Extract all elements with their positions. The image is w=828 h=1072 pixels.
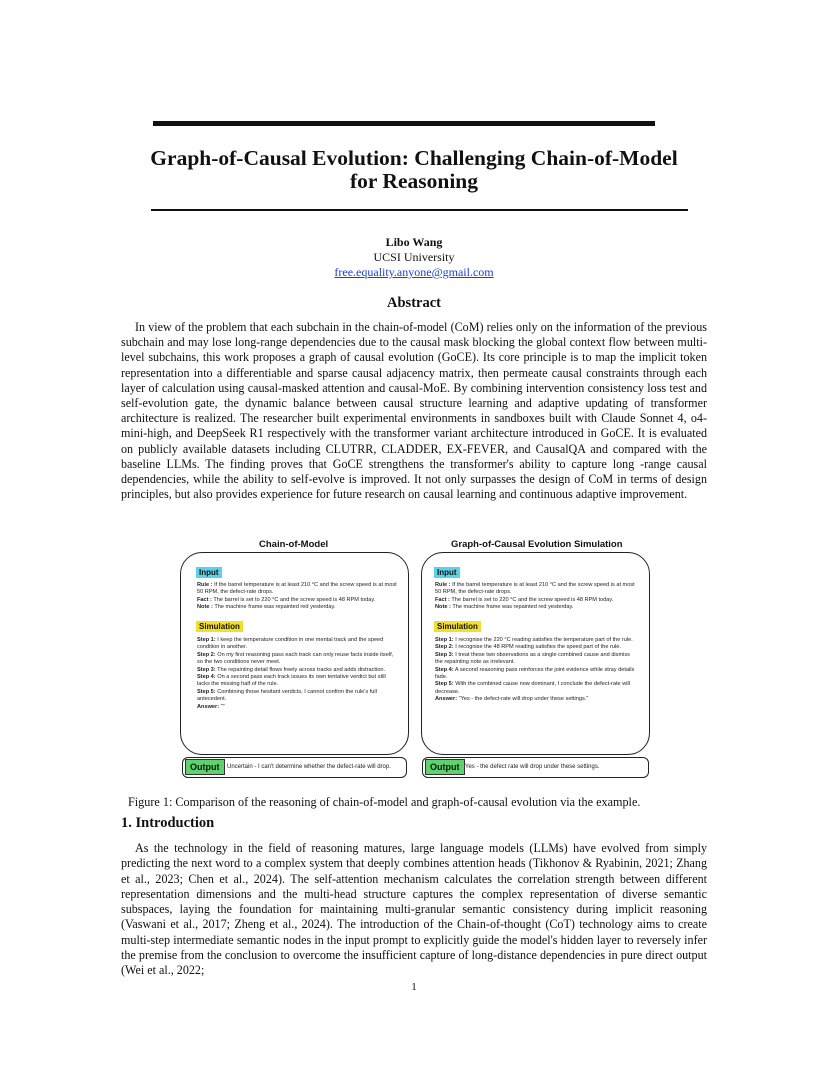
figure-left-panel bbox=[180, 552, 409, 755]
figure-right-label: Graph-of-Causal Evolution Simulation bbox=[451, 539, 623, 550]
right-output-text: Yes - the defect rate will drop under these settings. bbox=[465, 764, 600, 770]
title-line-1: Graph-of-Causal Evolution: Challenging Chain-of-Model bbox=[150, 146, 678, 170]
left-output-tag: Output bbox=[185, 759, 225, 775]
page-number: 1 bbox=[411, 981, 417, 993]
figure-right-panel bbox=[421, 552, 650, 755]
section-heading: 1. Introduction bbox=[121, 815, 215, 831]
right-output-tag: Output bbox=[425, 759, 465, 775]
title-rule bbox=[151, 209, 688, 211]
author-email-link[interactable]: free.equality.anyone@gmail.com bbox=[334, 265, 494, 279]
figure-left-output bbox=[182, 757, 407, 778]
title-line-2: for Reasoning bbox=[349, 169, 478, 193]
author-affiliation: UCSI University bbox=[373, 250, 455, 264]
right-simulation-block: Step 1: I recognise the 220 °C reading satisfies the temperature part of the rule. Step 2: I recognise the 48 RPM reading satisfies the speed part of the rule. Step 3: I treat these two observations as a single combined cause and dismiss the repainting note as irrelevant. Step 4: A second reasoning pass reinforces the joint evidence while stray details fade. Step 5: With the combined cause now dominant, I conclude the defect-rate will decrease. Answer: "Yes - the defect-rate will drop under these settings." bbox=[435, 637, 635, 703]
left-output-text: Uncertain - I can't determine whether the defect-rate will drop. bbox=[227, 764, 391, 770]
right-input-tag: Input bbox=[434, 567, 460, 578]
right-input-block: Rule : If the barrel temperature is at least 210 °C and the screw speed is at most 50 RPM, the defect-rate drops. Fact : The barrel is set to 220 °C and the screw speed is 48 RPM today. Note : The machine frame was repainted red yesterday. bbox=[435, 582, 635, 611]
left-input-tag: Input bbox=[196, 567, 222, 578]
left-simulation-tag: Simulation bbox=[196, 621, 243, 632]
abstract-heading: Abstract bbox=[387, 295, 441, 311]
introduction-text: As the technology in the field of reasoning matures, large language models (LLMs) have evolved from simply predicting the next word to a complex system that deeply combines attention heads (Tikhonov & Ryabinin, 2021; Zhang et al., 2023; Chen et al., 2024). The self-attention mechanism calculates the correlation strength between different representation dimensions and the multi-head structure captures the complex representation of diverse semantic subspaces, laying the foundation for maintaining multi-granular semantic consistency during implicit reasoning (Vaswani et al., 2017; Zheng et al., 2024). The introduction of the Chain-of-thought (CoT) technology aims to create multi-step intermediate semantic nodes in the input prompt to explicitly guide the model's hidden layer to reversely infer the premise from the conclusion to overcome the insufficient capture of long-distance dependencies in pure direct output (Wei et al., 2022; bbox=[121, 841, 707, 978]
left-input-block: Rule : If the barrel temperature is at least 210 °C and the screw speed is at most 50 RPM, the defect-rate drops. Fact : The barrel is set to 220 °C and the screw speed is 48 RPM today. Note : The machine frame was repainted red yesterday. bbox=[197, 582, 397, 611]
figure-right-output bbox=[422, 757, 649, 778]
figure-caption: Figure 1: Comparison of the reasoning of chain-of-model and graph-of-causal evolution via the example. bbox=[128, 795, 641, 809]
right-simulation-tag: Simulation bbox=[434, 621, 481, 632]
abstract-text: In view of the problem that each subchain in the chain-of-model (CoM) relies only on the information of the previous subchain and may lose long-range dependencies due to the causal mask blocking the global context flow between multi-level subchains, this work proposes a graph of causal evolution (GoCE). Its core principle is to map the implicit token representation into a differentiable and sparse causal adjacency matrix, then permeate causal constraints through each layer of calculation using causal-masked attention and causal-MoE. By combining intervention consistency loss test and self-evolution gate, the dynamic balance between causal structure learning and adaptive updating of transformer architecture is realized. The researcher built experimental environments in sandboxes built with Claude Sonnet 4, o4-mini-high, and DeepSeek R1 respectively with the transformer variant architecture introduced in GoCE. It is evaluated on publicly available datasets including CLUTRR, CLADDER, EX-FEVER, and CausalQA and compared with the baseline LLMs. The finding proves that GoCE strengthens the transformer's ability to capture long -range causal dependencies, while the ability to self-evolve is improved. It not only surpasses the design of CoM in terms of design principles, but also provides experience for future research on causal learning and continuous adaptive improvement. bbox=[121, 320, 707, 502]
paper-title bbox=[100, 147, 728, 193]
left-simulation-block: Step 1: I keep the temperature condition in one mental track and the speed condition in another. Step 2: On my first reasoning pass each track can only reuse facts inside itself, so the two conditions never meet. Step 3: The repainting detail flows freely across tracks and adds distraction. Step 4: On a second pass each track issues its own tentative verdict but still lacks the missing half of the rule. Step 5: Combining those hesitant verdicts, I cannot confirm the rule's full antecedent. Answer: "" bbox=[197, 637, 394, 710]
author-name: Libo Wang bbox=[385, 235, 443, 249]
top-rule bbox=[153, 121, 655, 126]
figure-left-label: Chain-of-Model bbox=[259, 539, 329, 550]
